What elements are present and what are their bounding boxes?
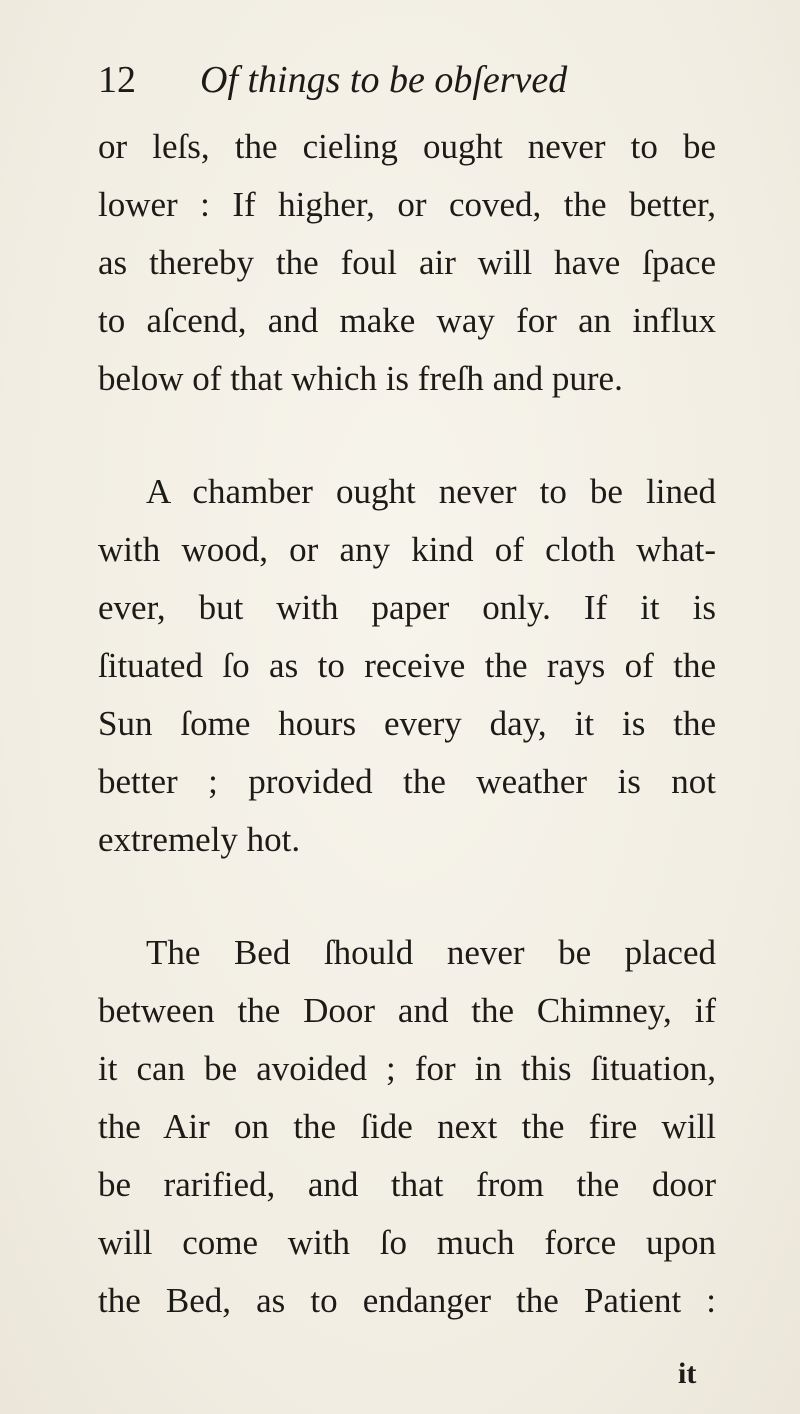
text-line: The Bed ſhould never be placed [146,933,716,972]
text-line: or leſs, the cieling ought never to be [98,127,716,166]
paragraph-gap [98,869,716,924]
paragraph-2 [98,463,716,869]
text-line: be rarified, and that from the door [98,1165,716,1204]
text-line: as thereby the foul air will have ſpace [98,243,716,282]
body-text [98,118,716,1330]
text-line: below of that which is freſh and pure. [98,359,623,398]
text-line: lower : If higher, or coved, the better, [98,185,716,224]
paragraph-gap [98,408,716,463]
text-line: Sun ſome hours every day, it is the [98,704,716,743]
page-header [98,58,698,108]
text-line: it can be avoided ; for in this ſituation, [98,1049,716,1088]
paragraph-3 [98,924,716,1330]
running-head: Of things to be obſerved [200,59,568,101]
text-line: will come with ſo much force upon [98,1223,716,1262]
paragraph-1 [98,118,716,408]
text-line: with wood, or any kind of cloth what- [98,530,716,569]
page-number: 12 [98,59,136,101]
text-line: extremely hot. [98,820,301,859]
text-line: to aſcend, and make way for an influx [98,301,716,340]
text-line: ſituated ſo as to receive the rays of the [98,646,716,685]
text-line: between the Door and the Chimney, if [98,991,716,1030]
text-line: better ; provided the weather is not [98,762,716,801]
text-line: the Bed, as to endanger the Patient : [98,1281,716,1320]
text-line: ever, but with paper only. If it is [98,588,716,627]
text-line: the Air on the ſide next the fire will [98,1107,716,1146]
catchword: it [678,1357,697,1390]
text-line: A chamber ought never to be lined [146,472,716,511]
